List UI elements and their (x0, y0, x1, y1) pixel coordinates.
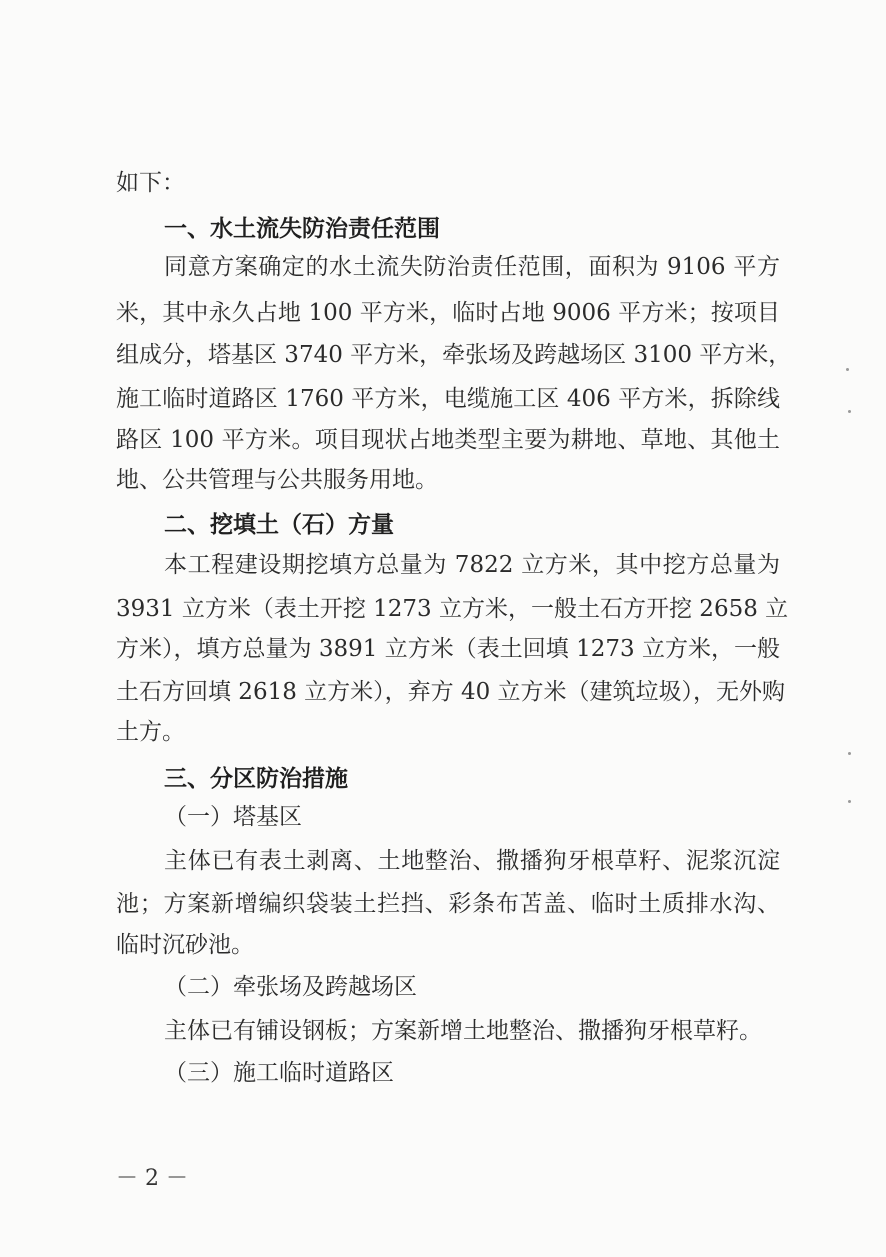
paragraph-line: 池；方案新增编织袋装土拦挡、彩条布苫盖、临时土质排水沟、 (116, 891, 780, 917)
paragraph-line: 地、公共管理与公共服务用地。 (116, 467, 438, 493)
page-number: － 2 － (116, 1166, 188, 1191)
paragraph-line: 米，其中永久占地 100 平方米，临时占地 9006 平方米；按项目 (116, 300, 780, 326)
subsection-heading: （一）塔基区 (164, 804, 302, 830)
subsection-heading: （二）牵张场及跨越场区 (164, 974, 417, 1000)
section-heading-1: 一、水土流失防治责任范围 (164, 216, 440, 242)
section-heading-3: 三、分区防治措施 (164, 766, 348, 792)
paragraph-line: 同意方案确定的水土流失防治责任范围，面积为 9106 平方 (164, 254, 780, 280)
paragraph-line: 组成分，塔基区 3740 平方米，牵张场及跨越场区 3100 平方米， (116, 342, 792, 368)
paragraph-line: 主体已有铺设钢板；方案新增土地整治、撒播狗牙根草籽。 (164, 1018, 762, 1044)
scan-speck (848, 752, 851, 755)
scan-speck (848, 800, 851, 803)
intro-text: 如下： (116, 170, 185, 196)
paragraph-line: 本工程建设期挖填方总量为 7822 立方米，其中挖方总量为 (164, 552, 780, 578)
paragraph-line: 临时沉砂池。 (116, 932, 254, 958)
paragraph-line: 路区 100 平方米。项目现状占地类型主要为耕地、草地、其他土 (116, 427, 780, 453)
subsection-heading: （三）施工临时道路区 (164, 1060, 394, 1086)
section-heading-2: 二、挖填土（石）方量 (164, 512, 394, 538)
scan-speck (846, 368, 849, 371)
scan-speck (848, 410, 851, 413)
paragraph-line: 3931 立方米（表土开挖 1273 立方米，一般土石方开挖 2658 立 (116, 596, 789, 622)
paragraph-line: 施工临时道路区 1760 平方米，电缆施工区 406 平方米，拆除线 (116, 386, 780, 412)
paragraph-line: 土方。 (116, 719, 185, 745)
paragraph-line: 主体已有表土剥离、土地整治、撒播狗牙根草籽、泥浆沉淀 (164, 848, 780, 874)
paragraph-line: 方米），填方总量为 3891 立方米（表土回填 1273 立方米，一般 (116, 636, 780, 662)
paragraph-line: 土石方回填 2618 立方米），弃方 40 立方米（建筑垃圾），无外购 (116, 679, 786, 705)
